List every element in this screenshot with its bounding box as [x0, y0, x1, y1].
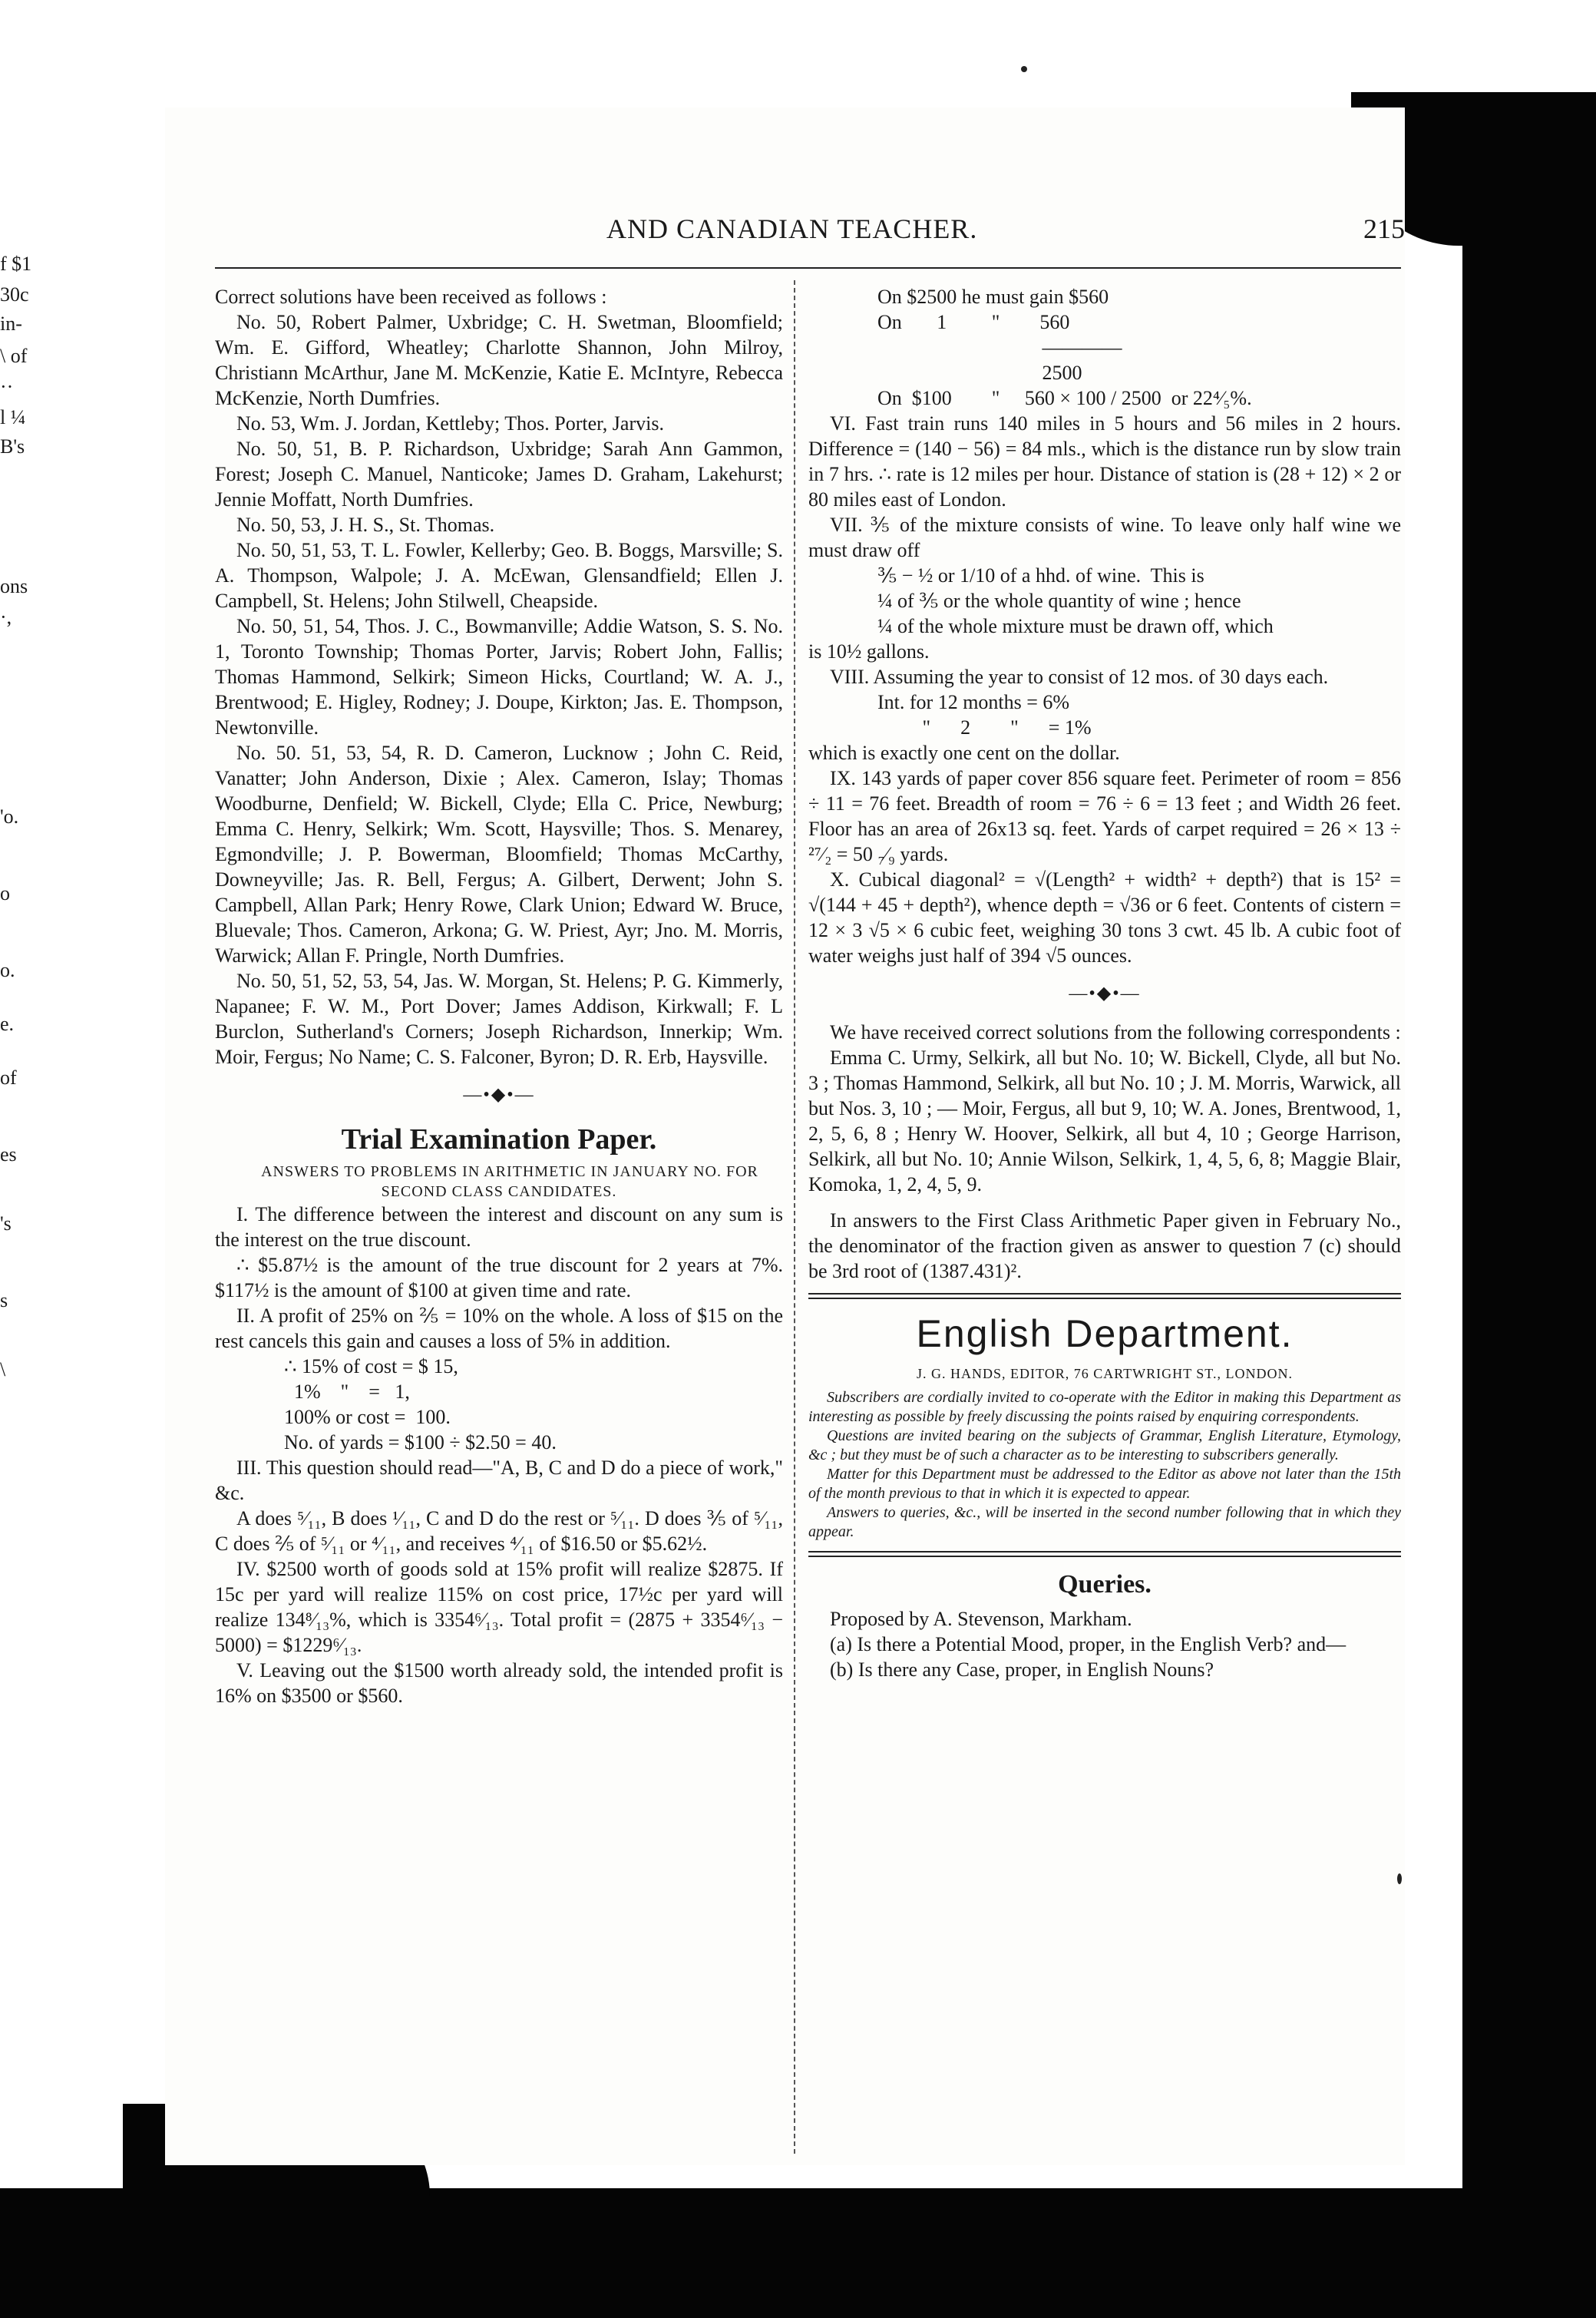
math-line: " 2 " = 1% [877, 716, 1092, 739]
paragraph: II. A profit of 25% on ⅖ = 10% on the whole. A loss of $15 on the rest cancels this gain and causes a loss of 5% in addition. [215, 1304, 783, 1353]
paragraph: Emma C. Urmy, Selkirk, all but No. 10; W. Bickell, Clyde, all but No. 3 ; Thomas Hammond, Selkirk, all but No. 10 ; J. M. Morris, Warwick, all but Nos. 3, 10 ; — Moir, Fergus, all but 9, 10; W. A. Jones, Brentwood, 1, 2, 5, 6, 8 ; Henry W. Hoover, Selkirk, all but 4, 10 ; George Harrison, Selkirk, all but No. 10; Annie Wilson, Selkirk, 1, 4, 5, 6, 8; Maggie Blair, Komoka, 1, 2, 4, 5, 9. [808, 1046, 1401, 1195]
paragraph: No. 50, 51, 52, 53, 54, Jas. W. Morgan, St. Helens; P. G. Kimmerly, Napanee; F. W. M., Port Dover; James Addison, Kirkwall; F. L Burclon, Sutherland's Corners; Joseph Richardson, Innerkip; Wm. Moir, Fergus; No Name; C. S. Falconer, Byron; D. R. Erb, Haysville. [215, 970, 783, 1069]
margin-fragment: in- [0, 312, 22, 335]
paragraph: In answers to the First Class Arithmetic Paper given in February No., the denominator of the fraction given as answer to question 7 (c) should be 3rd root of (1387.431)². [808, 1209, 1401, 1283]
queries-heading: Queries. [1058, 1570, 1152, 1599]
column-divider [794, 280, 795, 2154]
paragraph: (b) Is there any Case, proper, in English Nouns? [830, 1658, 1214, 1681]
paragraph: No. 50. 51, 53, 54, R. D. Cameron, Lucknow ; John C. Reid, Vanatter; John Anderson, Dixie ; Alex. Cameron, Islay; Thomas Woodburne, Denfield; W. Bickell, Clyde; Ella C. Price, Newburg; Emma C. Henry, Selkirk; Wm. Scott, Haysville; Thos. S. Menarey, Egmondville; J. P. Bowerman, Bloomfield; Thomas McCarthy, Downeyville; Jas. R. Bell, Fergus; A. Gilbert, Derwent; John S. Campbell, Allan Park; Henry Rowe, Clark Union; Edward W. Bruce, Bluevale; Thos. Cameron, Arkona; G. W. Priest, Ayr; Jno. M. Morris, Warwick; Allan F. Pringle, North Dumfries. [215, 742, 783, 967]
paragraph: III. This question should read—"A, B, C and D do a piece of work," &c. [215, 1457, 783, 1505]
header-rule [215, 267, 1401, 269]
margin-fragment: 30c [0, 283, 29, 306]
scan-speck [1397, 1873, 1402, 1884]
right-column [808, 284, 1401, 1682]
left-column [215, 284, 783, 1708]
margin-fragment: ons [0, 575, 28, 597]
margin-fragment: l ¼ [0, 406, 26, 428]
math-line: ⅗ − ½ or 1/10 of a hhd. of wine. This is [877, 564, 1204, 587]
notice-paragraph: Subscribers are cordially invited to co-operate with the Editor in making this Department as interesting as possible by freely discussing the points raised by enquiring correspondents. [808, 1389, 1401, 1426]
margin-fragment: f $1 [0, 253, 32, 275]
margin-fragment: ·, [0, 606, 12, 628]
paragraph: V. Leaving out the $1500 worth already sold, the intended profit is 16% on $3500 or $560. [215, 1659, 783, 1708]
paragraph: Proposed by A. Stevenson, Markham. [830, 1607, 1132, 1630]
page-number: 215 [1363, 213, 1405, 244]
math-line: ¼ of ⅗ or the whole quantity of wine ; hence [877, 590, 1241, 613]
math-line: Int. for 12 months = 6% [877, 691, 1070, 714]
paragraph: (a) Is there a Potential Mood, proper, in the English Verb? and— [830, 1632, 1347, 1655]
spacer [808, 1197, 1401, 1208]
margin-fragment: 'o. [0, 805, 19, 828]
math-line: On 1 " 560 [877, 311, 1070, 334]
math-line: 1% " = 1, [284, 1381, 410, 1404]
math-line: No. of yards = $100 ÷ $2.50 = 40. [284, 1431, 557, 1454]
math-line: 2500 [877, 362, 1082, 385]
paragraph: IX. 143 yards of paper cover 856 square feet. Perimeter of room = 856 ÷ 11 = 76 feet. Breadth of room = 76 ÷ 6 = 13 feet ; and Width 26 feet. Floor has an area of 26x13 sq. feet. Yards of carpet required = 26 × 13 ÷ ²⁷⁄₂ = 50 ₇⁄₉ yards. [808, 767, 1401, 866]
margin-fragment: ·· [0, 375, 14, 398]
paragraph: No. 50, 51, B. P. Richardson, Uxbridge; Sarah Ann Gammon, Forest; Joseph C. Manuel, Nanticoke; James D. Graham, Lakehurst; Jennie Moffatt, North Dumfries. [215, 438, 783, 511]
math-line: On $2500 he must gain $560 [877, 286, 1109, 308]
paragraph: VIII. Assuming the year to consist of 12 mos. of 30 days each. [830, 666, 1329, 689]
section-rule [808, 1551, 1401, 1557]
paragraph: No. 50, 51, 54, Thos. J. C., Bowmanville; Addie Watson, S. S. No. 1, Toronto Township; Thomas Porter, Jarvis; Robert John, Fallis; Thomas Hammond, Selkirk; Simeon Hicks, Courtland; W. A. J., Brentwood; E. Higley, Rodney; J. Doupe, Kirkton; Jas. E. Thompson, Newtonville. [215, 615, 783, 739]
margin-fragment: \ of [0, 345, 28, 367]
section-subheading: ANSWERS TO PROBLEMS IN ARITHMETIC IN JANUARY NO. FOR SECOND CLASS CANDIDATES. [261, 1163, 758, 1200]
notice-paragraph: Answers to queries, &c., will be inserted in the second number following that in which they appear. [808, 1504, 1401, 1541]
margin-fragment: 's [0, 1212, 12, 1235]
paragraph: X. Cubical diagonal² = √(Length² + width² + depth²) that is 15² = √(144 + 45 + depth²), whence depth = √36 or 6 feet. Contents of cistern = 12 × 3 √5 × 6 cubic feet, weighing 30 tons 3 cwt. 45 lb. A cubic foot of water weighs just half of 394 √5 ounces. [808, 868, 1401, 967]
notice-paragraph: Matter for this Department must be addressed to the Editor as above not later than the 15th of the month previous to that in which it is expected to appear. [808, 1466, 1401, 1503]
paragraph: No. 50, 53, J. H. S., St. Thomas. [236, 514, 495, 537]
math-line: ―――― [877, 336, 1122, 359]
paragraph: is 10½ gallons. [808, 640, 930, 663]
book-page [165, 107, 1405, 2165]
margin-fragment: of [0, 1066, 17, 1089]
margin-fragment: s [0, 1289, 8, 1311]
margin-fragment: e. [0, 1013, 15, 1035]
paragraph: VII. ⅗ of the mixture consists of wine. To leave only half wine we must draw off [808, 514, 1401, 562]
paragraph: which is exactly one cent on the dollar. [808, 742, 1120, 765]
paragraph: No. 50, Robert Palmer, Uxbridge; C. H. Swetman, Bloomfield; Wm. E. Gifford, Wheatley; Charlotte Shannon, John Milroy, Christiann McArthur, Jane M. McKenzie, Katie E. McIntyre, Rebecca McKenzie, North Dumfries. [215, 311, 783, 410]
section-rule [808, 1293, 1401, 1299]
paragraph: IV. $2500 worth of goods sold at 15% profit will realize $2875. If 15c per yard will realize 115% on cost price, 17½c per yard will realize 134⁸⁄₁₃%, which is 3354⁶⁄₁₃. Total profit = (2875 + 3354⁶⁄₁₃ − 5000) = $1229⁶⁄₁₃. [215, 1558, 783, 1657]
math-line: On $100 " 560 × 100 / 2500 or 22⁴⁄₅%. [877, 387, 1252, 410]
section-ornament: —•◆•— [1069, 984, 1141, 1004]
margin-fragment: B's [0, 435, 25, 458]
paragraph: No. 53, Wm. J. Jordan, Kettleby; Thos. Porter, Jarvis. [236, 412, 664, 435]
math-line: ¼ of the whole mixture must be drawn off, which [877, 615, 1274, 638]
math-line: 100% or cost = 100. [284, 1406, 451, 1429]
margin-fragment: o [0, 882, 10, 904]
paragraph: A does ⁵⁄₁₁, B does ¹⁄₁₁, C and D do the rest or ⁵⁄₁₁. D does ⅗ of ⁵⁄₁₁, C does ⅖ of ⁵⁄₁₁ or ⁴⁄₁₁, and receives ⁴⁄₁₁ of $16.50 or $5.62½. [215, 1507, 783, 1556]
notice-paragraph: Questions are invited bearing on the subjects of Grammar, English Literature, Etymology, &c ; but they must be of such a character as to be interesting to subscribers generally. [808, 1427, 1401, 1464]
scan-speck [1021, 66, 1027, 72]
paragraph: I. The difference between the interest and discount on any sum is the interest on the true discount. [215, 1202, 783, 1251]
editor-notice [808, 1388, 1401, 1542]
paragraph: We have received correct solutions from the following correspondents : [830, 1020, 1401, 1043]
margin-fragment: \ [0, 1358, 6, 1381]
section-ornament: —•◆•— [463, 1085, 535, 1106]
math-line: ∴ 15% of cost = $ 15, [284, 1355, 458, 1378]
paragraph: ∴ $5.87½ is the amount of the true discount for 2 years at 7%. $117½ is the amount of $100 at given time and rate. [215, 1254, 783, 1302]
editor-line: J. G. HANDS, EDITOR, 76 CARTWRIGHT ST., LONDON. [917, 1365, 1293, 1381]
paragraph: Correct solutions have been received as follows : [215, 286, 607, 308]
section-heading: Trial Examination Paper. [341, 1123, 657, 1156]
left-margin-fragments [0, 253, 100, 2019]
paragraph: No. 50, 51, 53, T. L. Fowler, Kellerby; Geo. B. Boggs, Marsville; S. A. Thompson, Walpole; J. A. McEwan, Glensandfield; Ellen J. Campbell, St. Helens; John Stilwell, Cheapside. [215, 539, 783, 613]
running-head: AND CANADIAN TEACHER. [606, 213, 978, 244]
paragraph: VI. Fast train runs 140 miles in 5 hours and 56 miles in 2 hours. Difference = (140 − 56) = 84 mls., which is the distance run by slow train in 7 hrs. ∴ rate is 12 miles per hour. Distance of station is (28 + 12) × 2 or 80 miles east of London. [808, 412, 1401, 511]
margin-fragment: o. [0, 959, 15, 981]
department-heading: English Department. [916, 1312, 1294, 1356]
margin-fragment: es [0, 1143, 17, 1166]
scan-border-right [1462, 230, 1596, 2318]
